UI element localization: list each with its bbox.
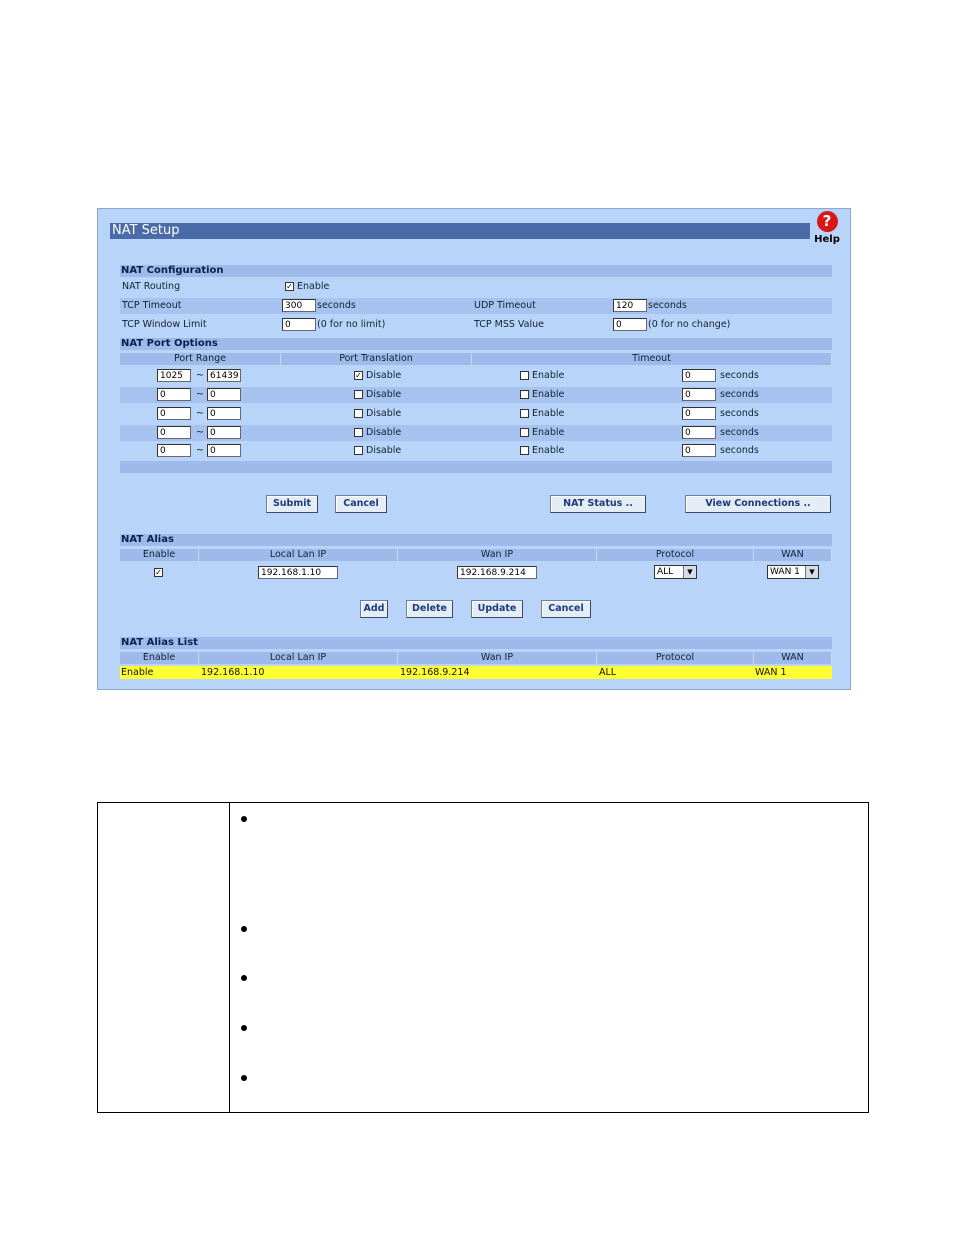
port-from-input[interactable]: 0 <box>157 444 191 457</box>
section-nat-alias-list: NAT Alias List <box>120 637 832 649</box>
tcp-window-label: TCP Window Limit <box>122 319 207 330</box>
port-enable-checkbox[interactable] <box>520 446 529 455</box>
port-enable-label: Enable <box>532 389 565 400</box>
port-timeout-unit: seconds <box>720 389 759 400</box>
alias-enable-checkbox[interactable]: ✓ <box>155 568 162 577</box>
port-from-input[interactable]: 0 <box>157 388 191 401</box>
nat-routing-label: NAT Routing <box>122 281 181 292</box>
alias-protocol-value: ALL <box>657 567 674 577</box>
list-header-enable: Enable <box>120 652 199 664</box>
alias-cancel-button[interactable]: Cancel <box>541 600 591 618</box>
list-cell-enable: Enable <box>121 667 154 678</box>
port-disable-label: Disable <box>366 408 402 419</box>
port-range-tilde: ~ <box>196 370 204 381</box>
port-timeout-unit: seconds <box>720 408 759 419</box>
udp-timeout-input[interactable]: 120 <box>613 299 647 312</box>
alias-wan-value: WAN 1 <box>770 567 800 577</box>
port-timeout-input[interactable]: 0 <box>682 388 716 401</box>
port-timeout-input[interactable]: 0 <box>682 444 716 457</box>
port-row <box>120 387 832 403</box>
port-enable-checkbox[interactable] <box>520 371 529 380</box>
add-button[interactable]: Add <box>360 600 388 618</box>
window-title: NAT Setup <box>110 223 810 239</box>
port-from-input[interactable]: 0 <box>157 407 191 420</box>
section-nat-configuration: NAT Configuration <box>120 265 832 277</box>
help-icon: ? <box>817 211 838 232</box>
alias-header-wan: WAN <box>754 549 832 561</box>
port-to-input[interactable]: 0 <box>207 388 241 401</box>
tcp-window-input[interactable]: 0 <box>282 318 316 331</box>
port-timeout-input[interactable]: 0 <box>682 426 716 439</box>
header-timeout: Timeout <box>472 353 832 365</box>
cancel-button[interactable]: Cancel <box>335 495 387 513</box>
help-label: Help <box>814 234 840 245</box>
port-disable-label: Disable <box>366 389 402 400</box>
submit-button[interactable]: Submit <box>266 495 318 513</box>
section-nat-alias: NAT Alias <box>120 534 832 546</box>
port-range-tilde: ~ <box>196 445 204 456</box>
chevron-down-icon: ▼ <box>683 566 696 578</box>
port-to-input[interactable]: 61439 <box>207 369 241 382</box>
bullet-point <box>241 1025 247 1031</box>
bullet-point <box>241 975 247 981</box>
port-to-input[interactable]: 0 <box>207 407 241 420</box>
delete-button[interactable]: Delete <box>406 600 453 618</box>
tcp-timeout-label: TCP Timeout <box>122 300 182 311</box>
update-button[interactable]: Update <box>471 600 523 618</box>
list-header-wan: WAN <box>754 652 832 664</box>
port-range-tilde: ~ <box>196 427 204 438</box>
nat-setup-window <box>97 208 851 690</box>
help-button[interactable] <box>812 211 842 245</box>
tcp-mss-input[interactable]: 0 <box>613 318 647 331</box>
port-row <box>120 368 832 384</box>
nat-alias-entry-row <box>120 564 832 580</box>
description-table <box>97 802 869 1113</box>
alias-local-lan-ip-input[interactable]: 192.168.1.10 <box>258 566 338 579</box>
nat-status-button[interactable]: NAT Status .. <box>550 495 646 513</box>
port-range-tilde: ~ <box>196 408 204 419</box>
alias-header-wan-ip: Wan IP <box>398 549 597 561</box>
nat-routing-row <box>120 279 832 295</box>
header-port-translation: Port Translation <box>281 353 472 365</box>
port-timeout-unit: seconds <box>720 370 759 381</box>
port-timeout-unit: seconds <box>720 445 759 456</box>
list-header-wan-ip: Wan IP <box>398 652 597 664</box>
bullet-point <box>241 926 247 932</box>
tcp-mss-label: TCP MSS Value <box>474 319 544 330</box>
nat-routing-enable-label: Enable <box>297 281 330 292</box>
port-options-footer-bar <box>120 461 832 473</box>
udp-timeout-unit: seconds <box>648 300 687 311</box>
alias-protocol-select[interactable] <box>654 565 697 579</box>
table-row[interactable] <box>120 666 832 679</box>
alias-wan-select[interactable] <box>767 565 819 579</box>
tcp-udp-timeout-row <box>120 298 832 314</box>
port-row <box>120 406 832 422</box>
port-disable-label: Disable <box>366 445 402 456</box>
list-header-protocol: Protocol <box>597 652 754 664</box>
port-enable-label: Enable <box>532 408 565 419</box>
udp-timeout-label: UDP Timeout <box>474 300 536 311</box>
port-from-input[interactable]: 0 <box>157 426 191 439</box>
bullet-point <box>241 1075 247 1081</box>
table-column-divider <box>229 803 230 1112</box>
port-disable-checkbox[interactable]: ✓ <box>355 371 362 380</box>
alias-header-protocol: Protocol <box>597 549 754 561</box>
port-row <box>120 443 832 459</box>
section-nat-port-options: NAT Port Options <box>120 338 832 350</box>
port-disable-checkbox[interactable] <box>354 409 363 418</box>
port-enable-label: Enable <box>532 370 565 381</box>
port-disable-checkbox[interactable] <box>354 446 363 455</box>
header-port-range: Port Range <box>120 353 281 365</box>
view-connections-button[interactable]: View Connections .. <box>685 495 831 513</box>
list-cell-wan: WAN 1 <box>755 667 787 678</box>
port-timeout-input[interactable]: 0 <box>682 407 716 420</box>
port-disable-label: Disable <box>366 370 402 381</box>
list-cell-protocol: ALL <box>599 667 617 678</box>
port-disable-label: Disable <box>366 427 402 438</box>
port-enable-label: Enable <box>532 445 565 456</box>
nat-routing-checkbox[interactable]: ✓ <box>286 282 293 291</box>
tcp-timeout-input[interactable]: 300 <box>282 299 316 312</box>
alias-header-local-lan-ip: Local Lan IP <box>199 549 398 561</box>
port-row <box>120 425 832 441</box>
port-disable-checkbox[interactable] <box>354 428 363 437</box>
port-enable-checkbox[interactable] <box>520 428 529 437</box>
tcp-window-mss-row <box>120 317 832 333</box>
bullet-point <box>241 816 247 822</box>
alias-header-enable: Enable <box>120 549 199 561</box>
port-enable-label: Enable <box>532 427 565 438</box>
port-to-input[interactable]: 0 <box>207 444 241 457</box>
port-from-input[interactable]: 1025 <box>157 369 191 382</box>
tcp-window-hint: (0 for no limit) <box>317 319 386 330</box>
port-timeout-input[interactable]: 0 <box>682 369 716 382</box>
chevron-down-icon: ▼ <box>805 566 818 578</box>
tcp-timeout-unit: seconds <box>317 300 356 311</box>
port-enable-checkbox[interactable] <box>520 390 529 399</box>
port-range-tilde: ~ <box>196 389 204 400</box>
port-timeout-unit: seconds <box>720 427 759 438</box>
port-enable-checkbox[interactable] <box>520 409 529 418</box>
port-disable-checkbox[interactable] <box>354 390 363 399</box>
list-cell-wan-ip: 192.168.9.214 <box>400 667 470 678</box>
list-header-local-lan-ip: Local Lan IP <box>199 652 398 664</box>
list-cell-local-lan-ip: 192.168.1.10 <box>201 667 265 678</box>
port-to-input[interactable]: 0 <box>207 426 241 439</box>
tcp-mss-hint: (0 for no change) <box>648 319 731 330</box>
alias-wan-ip-input[interactable]: 192.168.9.214 <box>457 566 537 579</box>
